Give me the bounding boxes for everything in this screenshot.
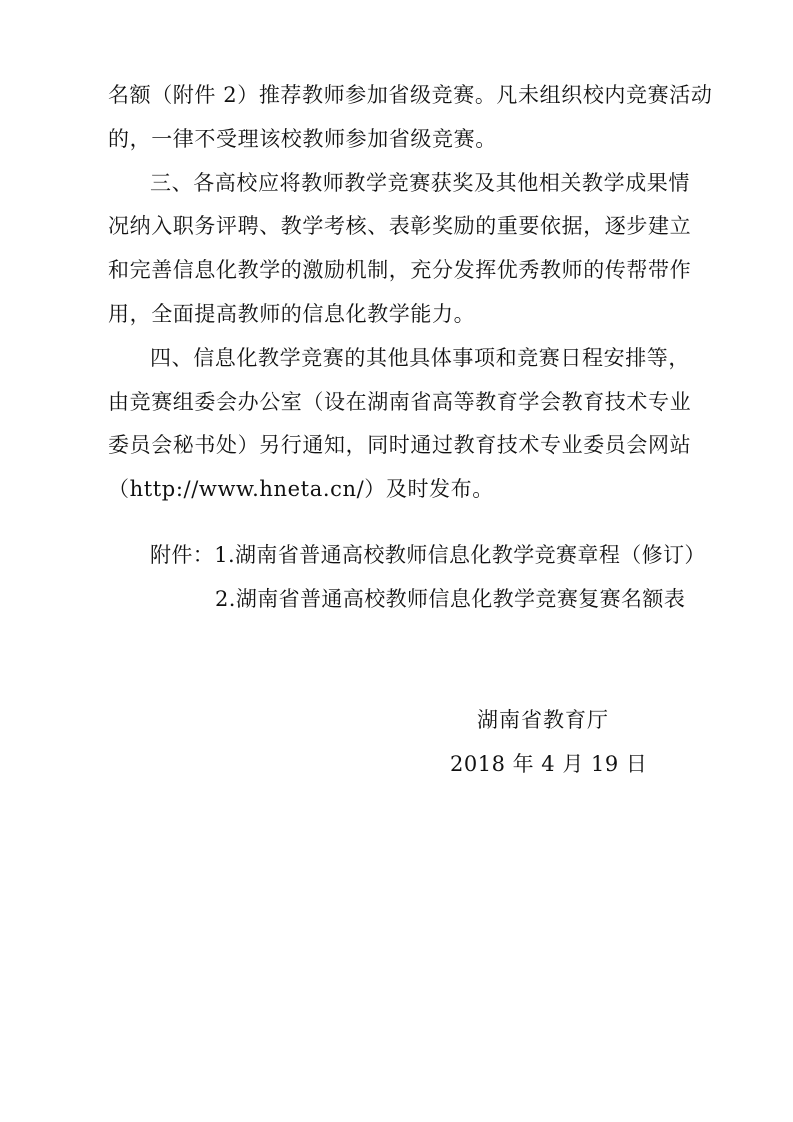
attachment-item-2: 2.湖南省普通高校教师信息化教学竞赛复赛名额表: [215, 587, 686, 611]
paragraph-line: 况纳入职务评聘、教学考核、表彰奖励的重要依据，逐步建立: [108, 214, 692, 238]
paragraph-line: 名额（附件 2）推荐教师参加省级竞赛。凡未组织校内竞赛活动: [108, 83, 713, 107]
signature-organization: 湖南省教育厅: [477, 708, 609, 732]
attachment-item-1: 附件：1.湖南省普通高校教师信息化教学竞赛章程（修订）: [150, 543, 706, 567]
paragraph-line: 用，全面提高教师的信息化教学能力。: [108, 302, 476, 326]
paragraph-line: 的，一律不受理该校教师参加省级竞赛。: [108, 127, 497, 151]
signature-date: 2018 年 4 月 19 日: [450, 752, 648, 776]
paragraph-line: 和完善信息化教学的激励机制，充分发挥优秀教师的传帮带作: [108, 258, 692, 282]
paragraph-line: （http://www.hneta.cn/）及时发布。: [108, 477, 494, 501]
paragraph-line: 委员会秘书处）另行通知，同时通过教育技术专业委员会网站: [108, 433, 692, 457]
paragraph-line: 由竞赛组委会办公室（设在湖南省高等教育学会教育技术专业: [108, 390, 692, 414]
paragraph-line: 四、信息化教学竞赛的其他具体事项和竞赛日程安排等，: [150, 346, 690, 370]
paragraph-line: 三、各高校应将教师教学竞赛获奖及其他相关教学成果情: [150, 171, 690, 195]
